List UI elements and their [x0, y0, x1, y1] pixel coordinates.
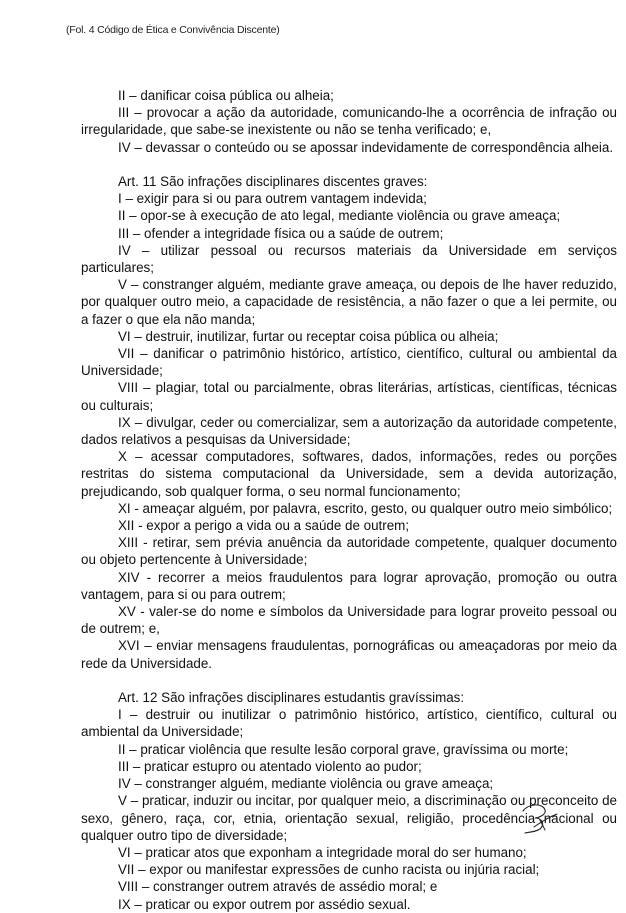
article-11 — [81, 173, 617, 672]
clause: XIV - recorrer a meios fraudulentos para lograr aprovação, promoção ou outra vantagem, para si ou para outrem; — [81, 569, 617, 602]
clause: VII – danificar o patrimônio histórico, artístico, científico, cultural ou ambiental da Universidade; — [81, 346, 617, 379]
clause: I – destruir ou inutilizar o patrimônio histórico, artístico, científico, cultural ou ambiental da Universidade; — [81, 707, 617, 740]
clause: XVI – enviar mensagens fraudulentas, pornográficas ou ameaçadoras por meio da rede da Universidade. — [81, 638, 617, 671]
article-title: Art. 12 São infrações disciplinares estudantis gravíssimas: — [118, 690, 465, 706]
clause: VI – destruir, inutilizar, furtar ou receptar coisa pública ou alheia; — [118, 328, 499, 344]
clause: VI – praticar atos que exponham a integridade moral do ser humano; — [118, 844, 527, 860]
document-body — [81, 87, 617, 913]
clause: IV – constranger alguém, mediante violência ou grave ameaça; — [118, 776, 494, 792]
page-header: (Fol. 4 Código de Ética e Convivência Discente) — [66, 24, 280, 36]
clause: IV – devassar o conteúdo ou se apossar indevidamente de correspondência alheia. — [118, 139, 614, 155]
article-10-continuation — [81, 87, 617, 156]
clause: VIII – constranger outrem através de assédio moral; e — [118, 879, 438, 895]
clause: IX – praticar ou expor outrem por assédio sexual. — [118, 896, 411, 912]
clause: XII - expor a perigo a vida ou a saúde de outrem; — [118, 518, 410, 534]
clause: V – constranger alguém, mediante grave ameaça, ou depois de lhe haver reduzido, por qualquer outro meio, a capacidade de resistência, a não fazer o que a lei permite, ou a fazer o que ela não manda; — [81, 277, 617, 327]
clause: I – exigir para si ou para outrem vantagem indevida; — [118, 191, 427, 207]
clause: XV - valer-se do nome e símbolos da Universidade para lograr proveito pessoal ou de outrem; e, — [81, 604, 617, 637]
clause: XIII - retirar, sem prévia anuência da autoridade competente, qualquer documento ou objeto pertencente à Universidade; — [81, 535, 617, 568]
clause: V – praticar, induzir ou incitar, por qualquer meio, a discriminação ou preconceito de sexo, gênero, raça, cor, etnia, orientação sexual, religião, procedência nacional ou qualquer outro tipo de diversidade; — [81, 793, 617, 843]
clause: VIII – plagiar, total ou parcialmente, obras literárias, artísticas, científicas, técnicas ou culturais; — [81, 380, 617, 413]
clause: II – danificar coisa pública ou alheia; — [118, 88, 334, 103]
clause: III – praticar estupro ou atentado violento ao pudor; — [118, 758, 422, 774]
clause: X – acessar computadores, softwares, dados, informações, redes ou porções restritas do sistema computacional da Universidade, sem a devida autorização, prejudicando, sob qualquer forma, o seu normal funcionamento; — [81, 449, 617, 499]
clause: XI - ameaçar alguém, por palavra, escrito, gesto, ou qualquer outro meio simbólico; — [118, 500, 613, 516]
article-title: Art. 11 São infrações disciplinares discentes graves: — [118, 174, 428, 189]
spacer — [81, 672, 617, 689]
clause: VII – expor ou manifestar expressões de cunho racista ou injúria racial; — [118, 862, 540, 878]
signature-initials-icon — [505, 798, 565, 838]
clause: III – provocar a ação da autoridade, comunicando-lhe a ocorrência de infração ou irregularidade, que sabe-se inexistente ou não se tenha verificado; e, — [81, 105, 617, 138]
spacer — [81, 156, 617, 173]
clause: IV – utilizar pessoal ou recursos materiais da Universidade em serviços particulares; — [81, 242, 617, 276]
clause: II – opor-se à execução de ato legal, mediante violência ou grave ameaça; — [118, 208, 561, 224]
clause: IX – divulgar, ceder ou comercializar, sem a autorização da autoridade competente, dados relativos a pesquisas da Universidade; — [81, 414, 617, 448]
clause: III – ofender a integridade física ou a saúde de outrem; — [118, 225, 444, 241]
clause: II – praticar violência que resulte lesão corporal grave, gravíssima ou morte; — [118, 741, 569, 757]
